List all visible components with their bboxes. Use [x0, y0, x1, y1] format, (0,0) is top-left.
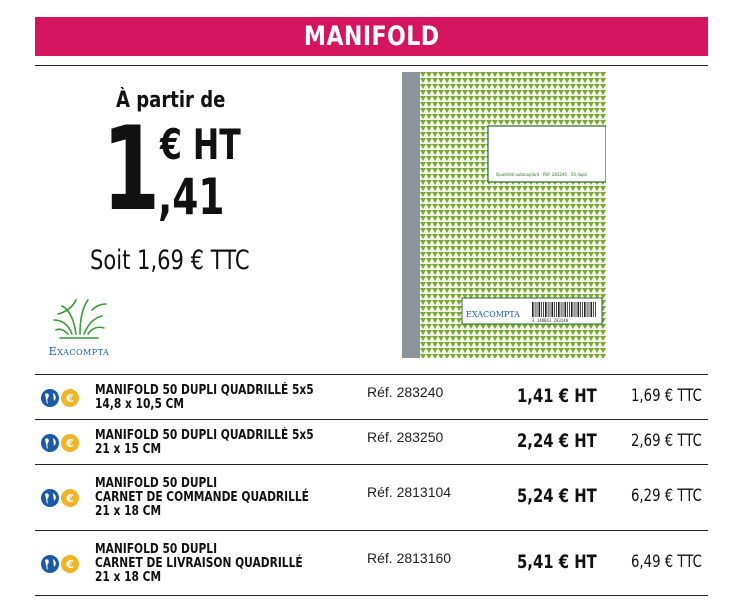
brand-name: Exacompta — [48, 345, 110, 358]
stamp-text: Quadrillé autocopiant · Réf. 283240 · 50 dupli — [496, 172, 588, 177]
coin-icon — [61, 555, 79, 573]
svg-text:€: € — [66, 558, 74, 571]
coin-icon — [61, 489, 79, 507]
table-row — [35, 374, 708, 419]
globe-icon — [41, 434, 59, 452]
product-name-line: CARNET DE LIVRAISON QUADRILLÉ — [95, 556, 303, 571]
page-title: MANIFOLD — [303, 21, 440, 52]
price-unit: € HT — [160, 120, 241, 169]
price-ttc: 6,49 € TTC — [631, 552, 702, 572]
product-name-line: 21 x 18 CM — [95, 570, 162, 585]
svg-text:€: € — [66, 492, 74, 505]
price-ht: 1,41 € HT — [517, 384, 597, 407]
table-row — [35, 464, 708, 530]
eco-icons — [40, 554, 84, 574]
product-ref: Réf. 2813104 — [367, 484, 452, 500]
from-label: À partir de — [115, 88, 226, 113]
price-ttc: 2,69 € TTC — [631, 430, 702, 451]
eco-icons — [40, 488, 84, 508]
product-name-line: CARNET DE COMMANDE QUADRILLÉ — [95, 490, 309, 505]
page-title-banner — [35, 17, 708, 56]
product-ref: Réf. 2813160 — [367, 550, 452, 566]
coin-icon — [61, 434, 79, 452]
product-name-line: MANIFOLD 50 DUPLI — [95, 476, 218, 491]
price-ht: 5,24 € HT — [517, 485, 597, 507]
product-name — [95, 384, 314, 412]
globe-icon — [41, 389, 59, 407]
price-integer: 1 — [102, 102, 161, 237]
product-name-line: 14,8 x 10,5 CM — [95, 396, 185, 412]
price-decimal: ,41 — [158, 168, 225, 226]
label-brand: EXACOMPTA — [466, 310, 520, 319]
barcode-digits: 3 140863 283240 — [532, 318, 569, 323]
product-table — [35, 374, 708, 596]
ttc-price-line: Soit 1,69 € TTC — [90, 245, 250, 276]
product-name-line: MANIFOLD 50 DUPLI — [95, 542, 218, 557]
globe-icon — [41, 489, 59, 507]
tree-logo-icon — [38, 290, 120, 346]
table-row — [35, 419, 708, 464]
product-name — [95, 477, 309, 519]
product-name-line: 21 x 18 CM — [95, 504, 162, 519]
exacompta-logo — [38, 290, 120, 360]
product-name — [95, 543, 303, 585]
product-name-line: MANIFOLD 50 DUPLI QUADRILLÉ 5x5 — [95, 382, 314, 398]
product-name-line: 21 x 15 CM — [95, 441, 162, 457]
price-ttc: 6,29 € TTC — [631, 486, 702, 506]
coin-icon — [61, 389, 79, 407]
divider — [35, 65, 708, 66]
product-ref: Réf. 283250 — [367, 428, 444, 445]
eco-icons — [40, 388, 84, 408]
globe-icon — [41, 555, 59, 573]
price-ht: 5,41 € HT — [517, 551, 597, 573]
price-ht: 2,24 € HT — [517, 429, 597, 452]
svg-text:€: € — [66, 436, 74, 450]
price-ttc: 1,69 € TTC — [631, 385, 702, 406]
product-name — [95, 429, 314, 457]
product-ref: Réf. 283240 — [367, 383, 444, 400]
table-row — [35, 530, 708, 596]
product-name-line: MANIFOLD 50 DUPLI QUADRILLÉ 5x5 — [95, 427, 314, 443]
svg-text:€: € — [66, 391, 74, 405]
eco-icons — [40, 433, 84, 453]
product-photo — [402, 72, 606, 358]
